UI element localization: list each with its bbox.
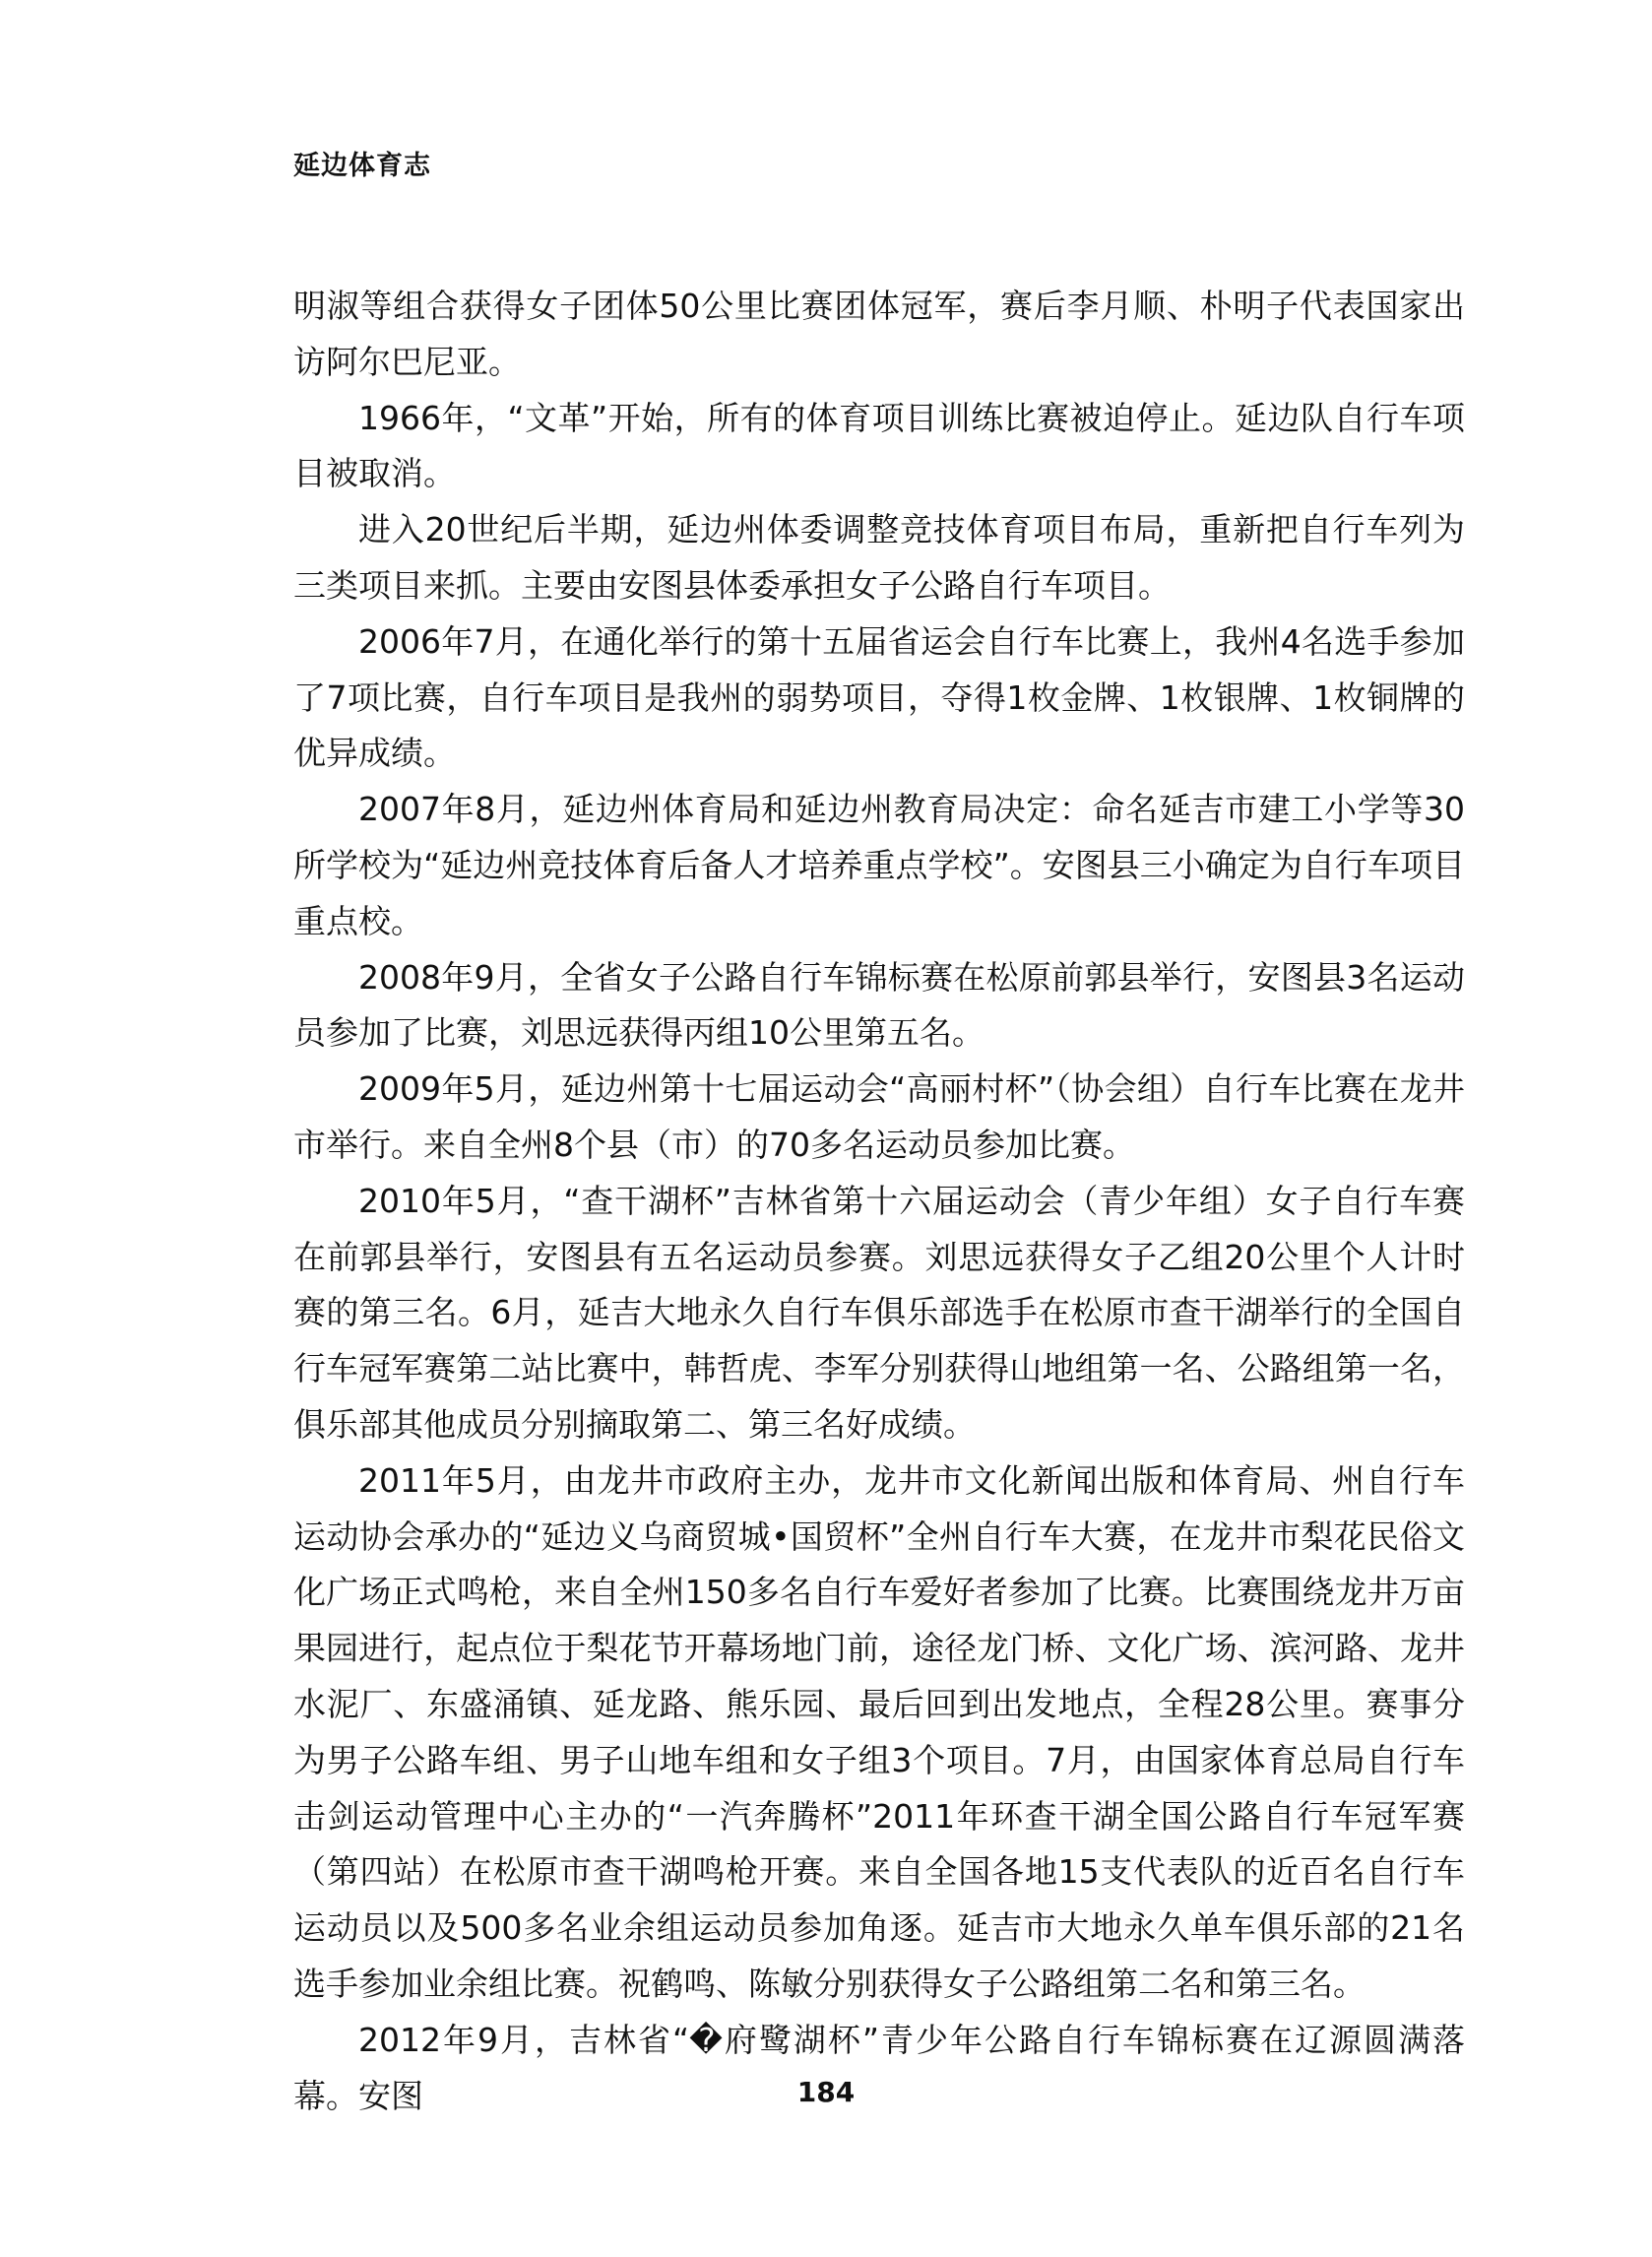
body-text	[293, 279, 1465, 2124]
paragraph: 2009年5月，延边州第十七届运动会“高丽村杯”（协会组）自行车比赛在龙井市举行。来自全州8个县（市）的70多名运动员参加比赛。	[293, 1069, 1465, 1164]
paragraph: 2010年5月，“查干湖杯”吉林省第十六届运动会（青少年组）女子自行车赛在前郭县举行，安图县有五名运动员参赛。刘思远获得女子乙组20公里个人计时赛的第三名。6月，延吉大地永久自行车俱乐部选手在松原市查干湖举行的全国自行车冠军赛第二站比赛中，韩哲虎、李军分别获得山地组第一名、公路组第一名，俱乐部其他成员分别摘取第二、第三名好成绩。	[293, 1181, 1465, 1444]
running-header: 延边体育志	[293, 151, 431, 181]
paragraph: 2007年8月，延边州体育局和延边州教育局决定：命名延吉市建工小学等30所学校为“延边州竞技体育后备人才培养重点学校”。安图县三小确定为自行车项目重点校。	[293, 790, 1465, 940]
paragraph: 2006年7月，在通化举行的第十五届省运会自行车比赛上，我州4名选手参加了7项比赛，自行车项目是我州的弱势项目，夺得1枚金牌、1枚银牌、1枚铜牌的优异成绩。	[293, 621, 1465, 773]
paragraph: 1966年，“文革”开始，所有的体育项目训练比赛被迫停止。延边队自行车项目被取消。	[293, 398, 1465, 493]
paragraph: 2008年9月，全省女子公路自行车锦标赛在松原前郭县举行，安图县3名运动员参加了比赛，刘思远获得丙组10公里第五名。	[293, 957, 1465, 1053]
page-number: 184	[796, 2076, 856, 2108]
paragraph: 2012年9月，吉林省“�府鹭湖杯”青少年公路自行车锦标赛在辽源圆满落幕。安图	[293, 2020, 1465, 2115]
paragraph: 2011年5月，由龙井市政府主办，龙井市文化新闻出版和体育局、州自行车运动协会承办的“延边义乌商贸城•国贸杯”全州自行车大赛，在龙井市梨花民俗文化广场正式鸣枪，来自全州150多名自行车爱好者参加了比赛。比赛围绕龙井万亩果园进行，起点位于梨花节开幕场地门前，途径龙门桥、文化广场、滨河路、龙井水泥厂、东盛涌镇、延龙路、熊乐园、最后回到出发地点，全程28公里。赛事分为男子公路车组、男子山地车组和女子组3个项目。7月，由国家体育总局自行车击剑运动管理中心主办的“一汽奔腾杯”2011年环查干湖全国公路自行车冠军赛（第四站）在松原市查干湖鸣枪开赛。来自全国各地15支代表队的近百名自行车运动员以及500多名业余组运动员参加角逐。延吉市大地永久单车俱乐部的21名选手参加业余组比赛。祝鹤鸣、陈敏分别获得女子公路组第二名和第三名。	[293, 1460, 1465, 2003]
paragraph: 明淑等组合获得女子团体50公里比赛团体冠军，赛后李月顺、朴明子代表国家出访阿尔巴尼亚。	[293, 287, 1465, 381]
paragraph: 进入20世纪后半期，延边州体委调整竞技体育项目布局，重新把自行车列为三类项目来抓。主要由安图县体委承担女子公路自行车项目。	[293, 510, 1465, 605]
